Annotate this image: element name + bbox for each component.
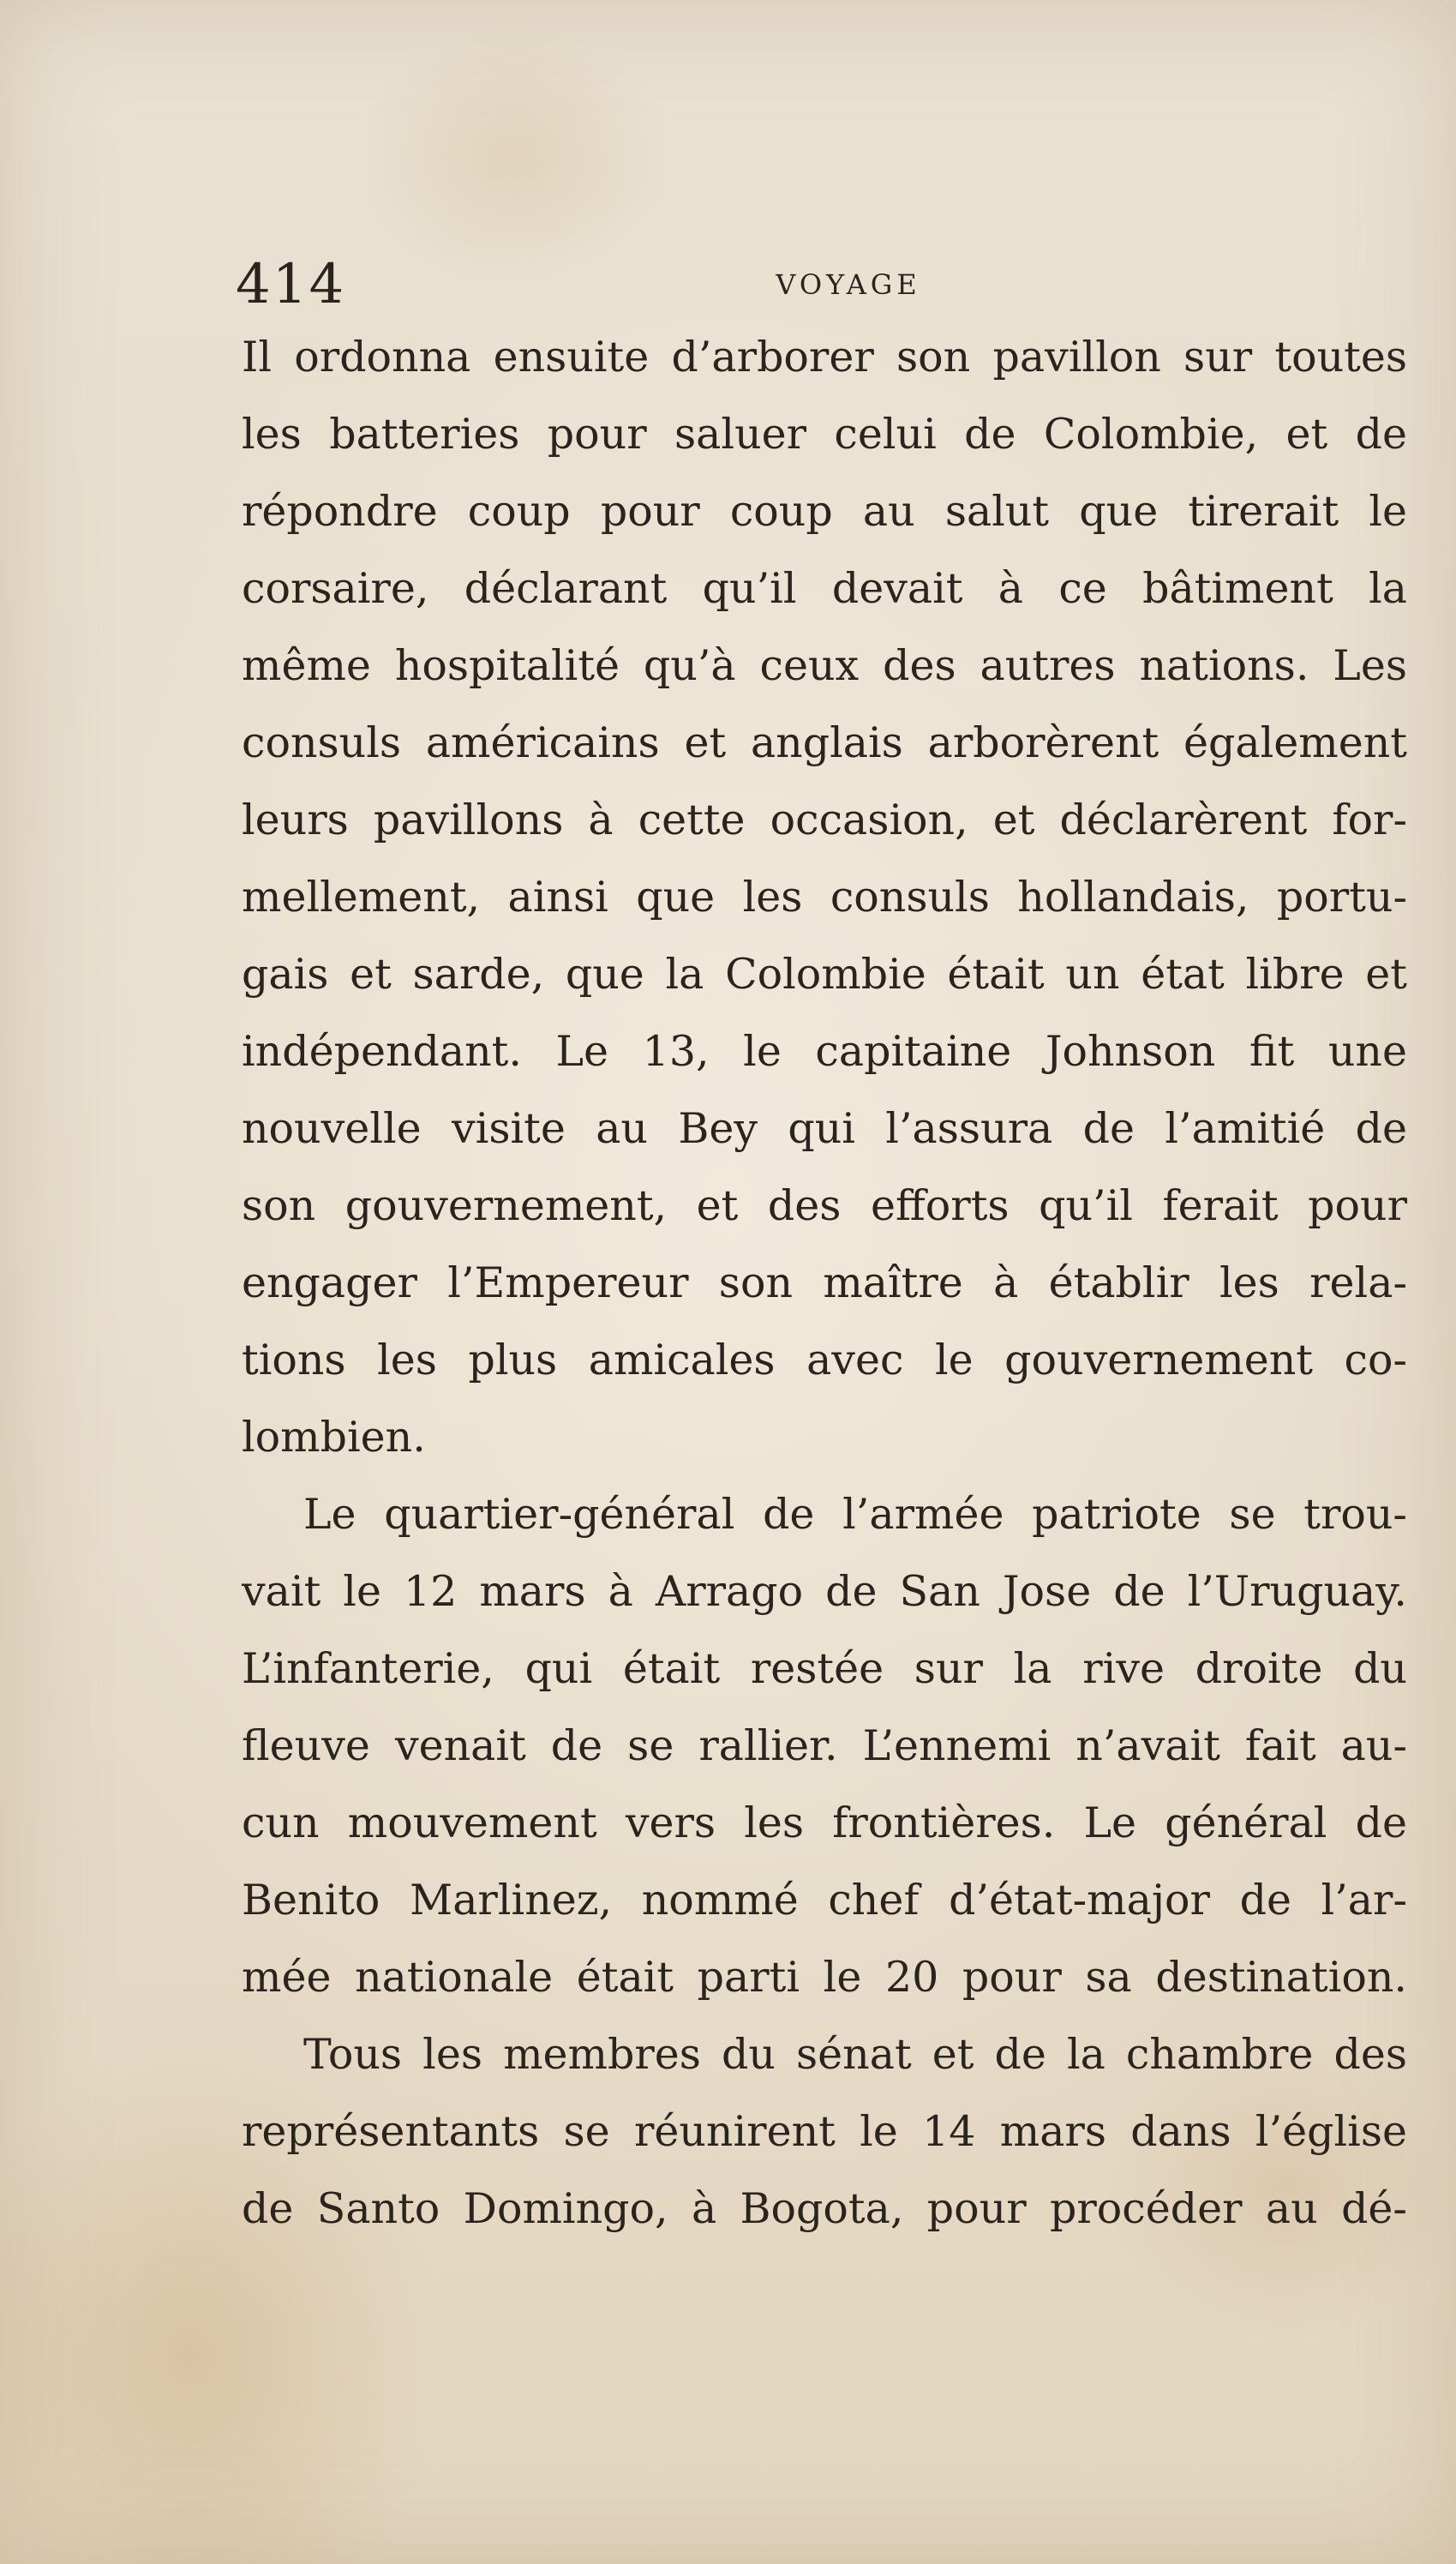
- page-number: 414: [236, 253, 346, 316]
- body-text: [242, 319, 1407, 2248]
- text-line: corsaire, déclarant qu’il devait à ce bâtiment la: [242, 564, 1407, 613]
- text-line: mellement, ainsi que les consuls hollandais, portu-: [242, 873, 1407, 922]
- text-line: Benito Marlinez, nommé chef d’état-major de l’ar-: [242, 1876, 1407, 1925]
- text-line: les batteries pour saluer celui de Colombie, et de: [242, 410, 1407, 459]
- text-line: Il ordonna ensuite d’arborer son pavillon sur toutes: [242, 333, 1407, 381]
- page-header: [236, 250, 1410, 319]
- text-line: gais et sarde, que la Colombie était un état libre et: [242, 950, 1407, 999]
- text-line: engager l’Empereur son maître à établir les rela-: [242, 1258, 1407, 1307]
- text-line: Tous les membres du sénat et de la chambre des: [303, 2030, 1407, 2079]
- text-line: consuls américains et anglais arborèrent également: [242, 718, 1407, 767]
- text-line: fleuve venait de se rallier. L’ennemi n’avait fait au-: [242, 1721, 1407, 1770]
- text-line: cun mouvement vers les frontières. Le général de: [242, 1798, 1407, 1847]
- text-line: même hospitalité qu’à ceux des autres nations. Les: [242, 641, 1407, 690]
- text-line: Le quartier-général de l’armée patriote se trou-: [303, 1490, 1407, 1539]
- text-line: leurs pavillons à cette occasion, et déclarèrent for-: [242, 796, 1407, 844]
- text-line: mée nationale était parti le 20 pour sa destination.: [242, 1953, 1407, 2002]
- running-head: VOYAGE: [776, 268, 921, 301]
- paragraph-1: [242, 319, 1407, 1476]
- text-line: tions les plus amicales avec le gouvernement co-: [242, 1336, 1407, 1384]
- text-line: vait le 12 mars à Arrago de San Jose de l’Uruguay.: [242, 1567, 1407, 1616]
- paragraph-2: [242, 1476, 1407, 2016]
- text-line: L’infanterie, qui était restée sur la rive droite du: [242, 1644, 1407, 1693]
- text-line: nouvelle visite au Bey qui l’assura de l’amitié de: [242, 1104, 1407, 1153]
- paragraph-3: [242, 2016, 1407, 2248]
- text-line: son gouvernement, et des efforts qu’il ferait pour: [242, 1181, 1407, 1230]
- text-line: de Santo Domingo, à Bogota, pour procéder au dé-: [242, 2184, 1407, 2233]
- text-line: répondre coup pour coup au salut que tirerait le: [242, 487, 1407, 536]
- text-line: représentants se réunirent le 14 mars dans l’église: [242, 2107, 1407, 2156]
- text-line: lombien.: [242, 1413, 426, 1462]
- text-line: indépendant. Le 13, le capitaine Johnson fit une: [242, 1027, 1407, 1076]
